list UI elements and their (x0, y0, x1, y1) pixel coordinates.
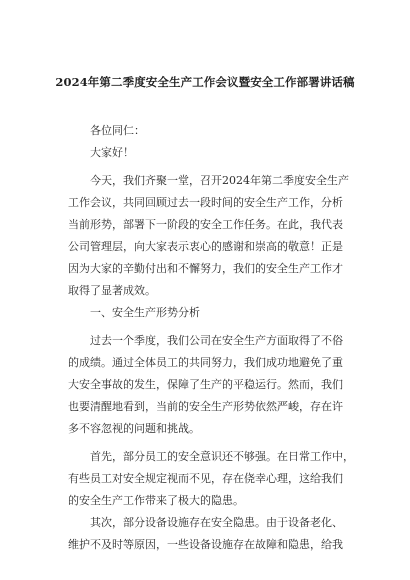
paragraph-line: 其次，部分设备设施存在安全隐患。由于设备老化、 (90, 516, 343, 529)
paragraph-line: 的成绩。通过全体员工的共同努力，我们成功地避免了重 (68, 356, 343, 369)
greeting: 大家好！ (90, 146, 134, 159)
document-body (68, 120, 362, 556)
paragraph-line: 今天，我们齐聚一堂，召开2024年第二季度安全生产 (90, 174, 349, 187)
section-heading: 一、安全生产形势分析 (90, 306, 200, 319)
paragraph-line: 工作会议，共同回顾过去一段时间的安全生产工作，分析 (68, 196, 343, 209)
document-title: 2024年第二季度安全生产工作会议暨安全工作部署讲话稿 (55, 75, 355, 89)
paragraph-line: 的安全生产工作带来了极大的隐患。 (68, 494, 244, 507)
paragraph-line: 有些员工对安全规定视而不见，存在侥幸心理，这给我们 (68, 472, 343, 485)
paragraph-line: 首先，部分员工的安全意识还不够强。在日常工作中， (90, 450, 354, 463)
paragraph-line: 取得了显著成效。 (68, 284, 156, 297)
salutation: 各位同仁： (90, 124, 145, 137)
paragraph-line: 多不容忽视的问题和挑战。 (68, 422, 200, 435)
paragraph-line: 维护不及时等原因，一些设备设施存在故障和隐患，给我 (68, 538, 343, 551)
paragraph-line: 公司管理层，向大家表示衷心的感谢和崇高的敬意！正是 (68, 240, 343, 253)
paragraph-line: 因为大家的辛勤付出和不懈努力，我们的安全生产工作才 (68, 262, 343, 275)
paragraph-line: 过去一个季度，我们公司在安全生产方面取得了不俗 (90, 334, 343, 347)
paragraph-line: 当前形势，部署下一阶段的安全工作任务。在此，我代表 (68, 218, 343, 231)
paragraph-line: 大安全事故的发生，保障了生产的平稳运行。然而，我们 (68, 378, 343, 391)
paragraph-line: 也要清醒地看到，当前的安全生产形势依然严峻，存在许 (68, 400, 343, 413)
